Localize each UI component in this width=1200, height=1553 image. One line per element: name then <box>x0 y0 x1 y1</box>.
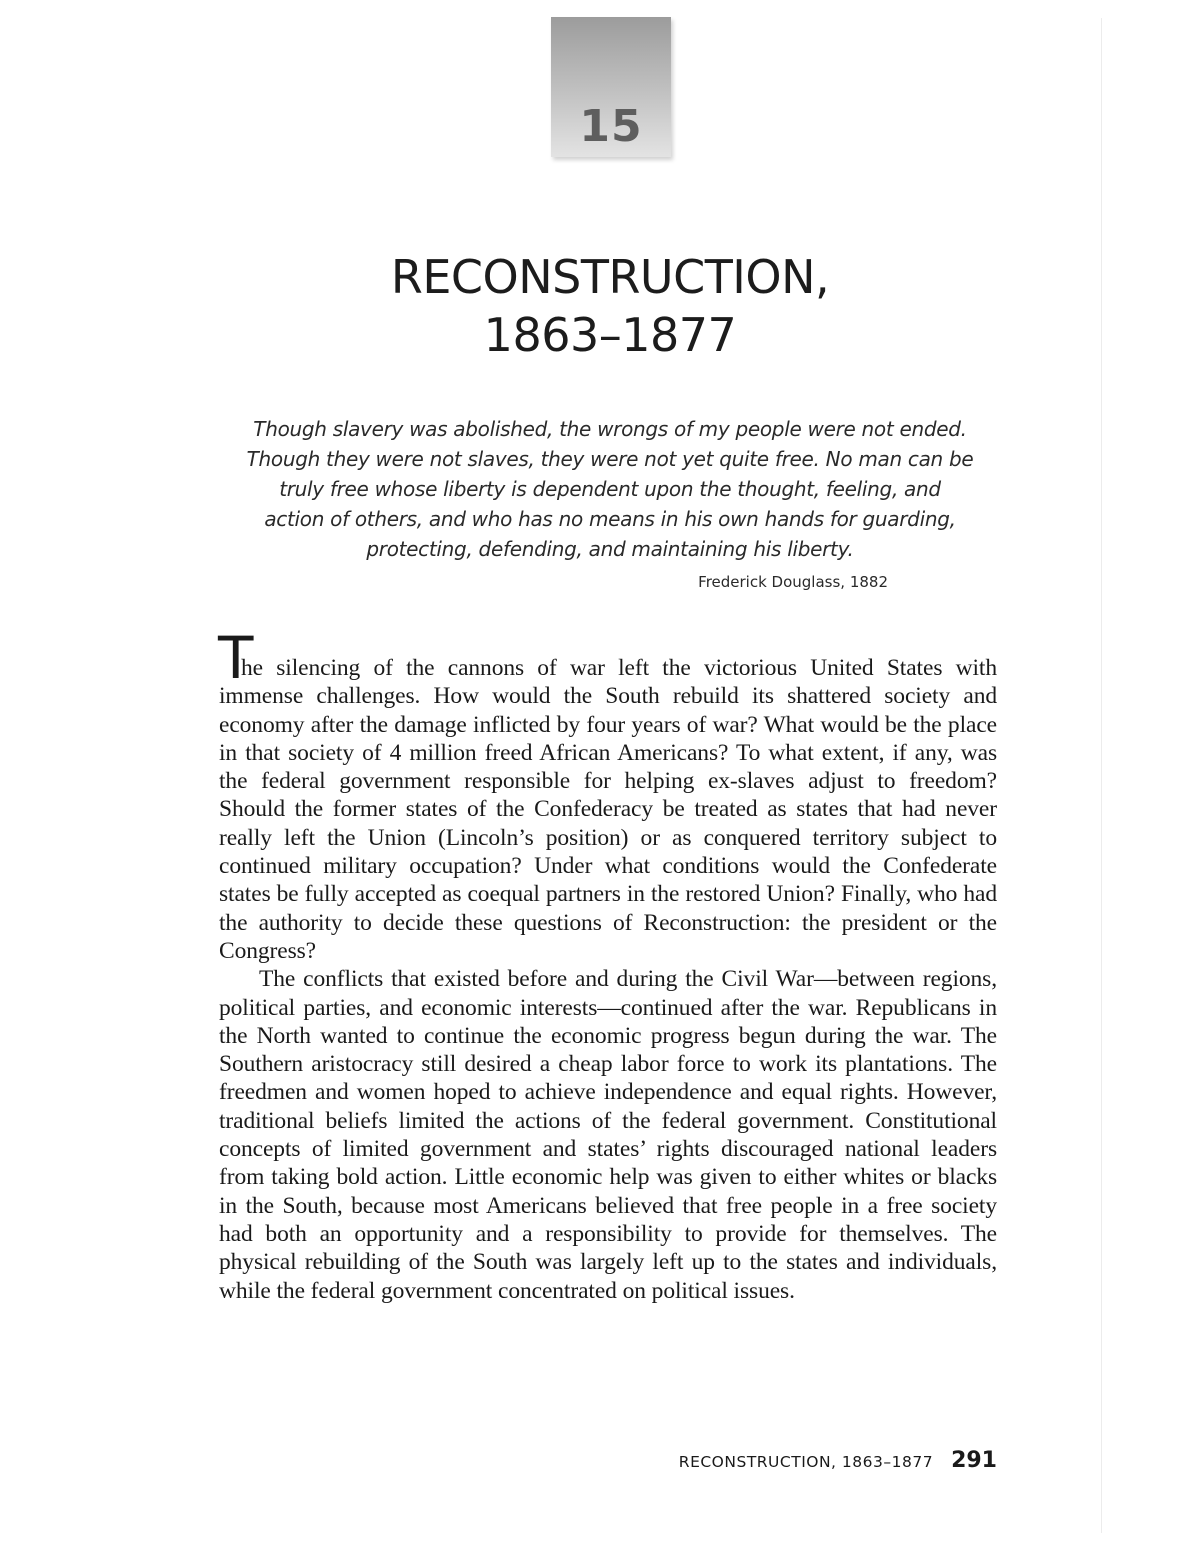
epigraph-line: protecting, defending, and maintaining his liberty. <box>366 537 854 561</box>
running-head: RECONSTRUCTION, 1863–1877 <box>678 1453 934 1471</box>
epigraph-attribution: Frederick Douglass, 1882 <box>698 573 888 591</box>
epigraph-line: truly free whose liberty is dependent upon the thought, feeling, and <box>279 477 941 501</box>
body-paragraph-1 <box>219 626 997 965</box>
body-paragraph-2: The conflicts that existed before and during the Civil War—between regions, political parties, and economic interests—continued after the war. Republicans in the North wanted to continue the economic progress begun during the war. The Southern aristocracy still desired a cheap labor force to work its plantations. The freedmen and women hoped to achieve independence and equal rights. However, traditional beliefs limited the actions of the federal government. Constitutional concepts of limited government and states’ rights discouraged national leaders from taking bold action. Little economic help was given to either whites or blacks in the South, because most Americans believed that free people in a free society had both an opportunity and a responsibility to provide for themselves. The physical rebuilding of the South was largely left up to the states and individuals, while the federal government concentrated on political issues. <box>219 966 997 1304</box>
body-paragraph-1-text: he silencing of the cannons of war left the victorious United States with immense challenges. How would the South rebuild its shattered society and economy after the damage inflicted by four years of war? What would be the place in that society of 4 million freed African Americans? To what extent, if any, was the federal government responsible for helping ex-slaves adjust to freedom? Should the former states of the Confederacy be treated as states that had never really left the Union (Lincoln’s position) or as conquered territory subject to continued military occupation? Under what conditions would the Confederate states be fully accepted as coequal partners in the restored Union? Finally, who had the authority to decide these questions of Reconstruction: the president or the Congress? <box>219 655 997 964</box>
epigraph-quote <box>230 414 990 564</box>
page-footer <box>679 1448 997 1473</box>
chapter-title <box>300 248 920 364</box>
chapter-number-box <box>551 17 671 157</box>
chapter-title-line1: RECONSTRUCTION, <box>390 250 830 304</box>
body-text <box>219 626 997 1305</box>
page-edge-divider <box>1101 18 1102 1533</box>
chapter-number: 15 <box>579 101 643 152</box>
epigraph-line: Though they were not slaves, they were not yet quite free. No man can be <box>246 447 974 471</box>
chapter-title-line2: 1863–1877 <box>483 308 737 362</box>
epigraph-line: Though slavery was abolished, the wrongs of my people were not ended. <box>253 417 967 441</box>
page-number: 291 <box>951 1448 997 1473</box>
epigraph-line: action of others, and who has no means in his own hands for guarding, <box>264 507 956 531</box>
drop-cap: T <box>218 624 254 692</box>
